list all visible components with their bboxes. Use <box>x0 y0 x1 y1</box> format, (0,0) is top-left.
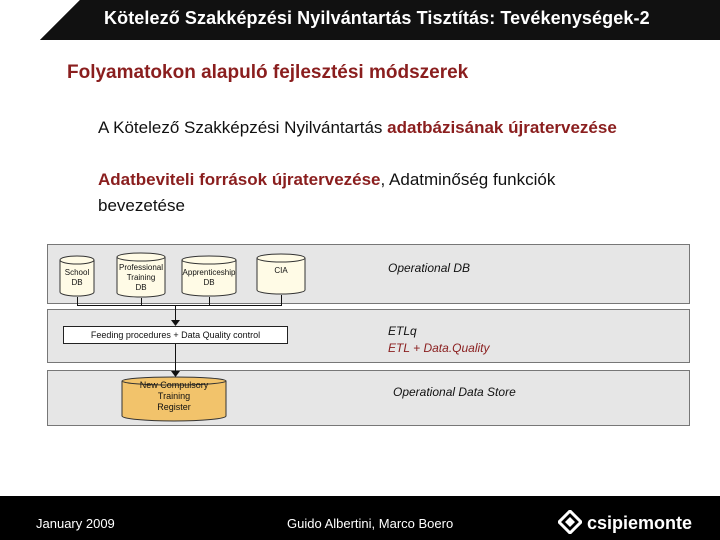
professional-db-label-2: Training <box>126 273 156 282</box>
school-db-label-1: School <box>64 268 90 277</box>
logo-mark-icon <box>558 510 582 534</box>
bullet-1-text: A Kötelező Szakképzési Nyilvántartás <box>98 118 388 137</box>
footer-authors: Guido Albertini, Marco Boero <box>287 516 454 531</box>
footer-date: January 2009 <box>36 516 115 531</box>
register-label-3: Register <box>157 402 191 412</box>
school-db-label-2: DB <box>71 278 83 287</box>
note-etlq: ETLq <box>388 324 417 338</box>
bullet-2-highlight: Adatbeviteli források újratervezése <box>98 170 381 189</box>
note-etl-dq: ETL + Data.Quality <box>388 341 490 355</box>
bullet-1-highlight: adatbázisának újratervezése <box>387 118 617 137</box>
header-logo-shape <box>0 0 80 40</box>
connector-line <box>141 298 142 305</box>
note-operational-db: Operational DB <box>388 261 471 275</box>
slide-title: Kötelező Szakképzési Nyilvántartás Tisztítás: Tevékenységek-2 <box>104 8 650 28</box>
register-label-1: New Compulsory <box>139 380 209 390</box>
connector-line <box>209 297 210 305</box>
connector-line <box>77 297 78 305</box>
company-logo <box>558 510 692 534</box>
cia-label: CIA <box>274 266 288 275</box>
register-label-2: Training <box>157 391 191 401</box>
professional-db-cylinder <box>116 252 166 298</box>
logo-text: csipiemonte <box>587 513 693 533</box>
section-heading: Folyamatokon alapuló fejlesztési módszerek <box>67 62 469 83</box>
bullet-line-2b: bevezetése <box>98 196 185 215</box>
feeding-procedures-box: Feeding procedures + Data Quality control <box>63 326 288 344</box>
connector-bar <box>77 305 282 306</box>
note-ods: Operational Data Store <box>393 385 516 399</box>
new-register-cylinder <box>121 376 227 422</box>
bullet-line-1 <box>98 118 617 138</box>
apprenticeship-db-label-2: DB <box>203 278 215 287</box>
bullet-line-2 <box>98 170 555 190</box>
bullet-2-text: , Adatminőség funkciók <box>380 170 556 189</box>
connector-line <box>175 344 176 373</box>
professional-db-label-1: Professional <box>118 263 164 272</box>
school-db-cylinder <box>59 255 95 297</box>
apprenticeship-db-cylinder <box>181 255 237 297</box>
professional-db-label-3: DB <box>135 283 147 292</box>
apprenticeship-db-label-1: Apprenticeship <box>182 268 236 277</box>
cia-cylinder <box>256 253 306 295</box>
connector-line <box>281 295 282 305</box>
